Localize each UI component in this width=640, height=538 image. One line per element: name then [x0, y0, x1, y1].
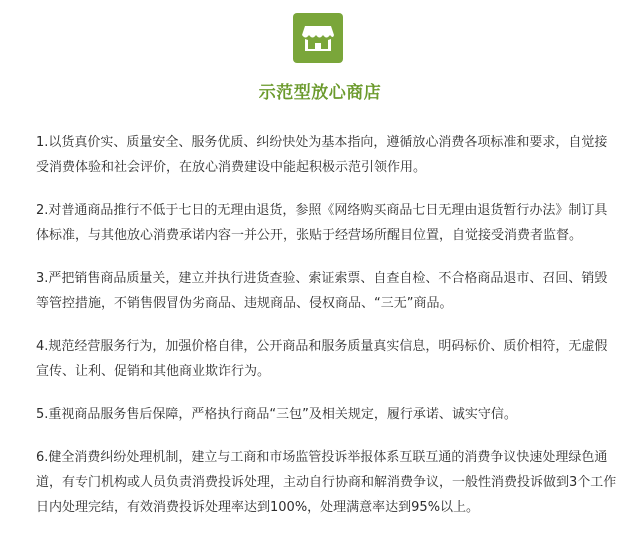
standard-item-1: 1.以货真价实、质量安全、服务优质、纠纷快处为基本指向，遵循放心消费各项标准和要求，自觉接受消费体验和社会评价，在放心消费建设中能起积极示范引领作用。 — [36, 135, 608, 175]
page-title: 示范型放心商店 — [258, 83, 382, 103]
storefront-icon — [293, 13, 343, 63]
standard-item-4: 4.规范经营服务行为，加强价格自律，公开商品和服务质量真实信息，明码标价、质价相符，无虚假宣传、让利、促销和其他商业欺诈行为。 — [36, 339, 608, 379]
standard-item-6: 6.健全消费纠纷处理机制，建立与工商和市场监管投诉举报体系互联互通的消费争议快速处理绿色通道，有专门机构或人员负责消费投诉处理，主动自行协商和解消费争议，一般性消费投诉做到3个工作日内处理完结，有效消费投诉处理率达到100%，处理满意率达到95%以上。 — [36, 450, 617, 515]
header — [0, 0, 640, 110]
standards-list — [36, 130, 618, 538]
standard-item-5: 5.重视商品服务售后保障，严格执行商品“三包”及相关规定，履行承诺、诚实守信。 — [36, 407, 517, 422]
standard-item-2: 2.对普通商品推行不低于七日的无理由退货，参照《网络购买商品七日无理由退货暂行办法》制订具体标准，与其他放心消费承诺内容一并公开，张贴于经营场所醒目位置，自觉接受消费者监督。 — [36, 203, 608, 243]
standard-item-3: 3.严把销售商品质量关，建立并执行进货查验、索证索票、自查自检、不合格商品退市、召回、销毁等管控措施，不销售假冒伪劣商品、违规商品、侵权商品、“三无”商品。 — [36, 271, 608, 311]
